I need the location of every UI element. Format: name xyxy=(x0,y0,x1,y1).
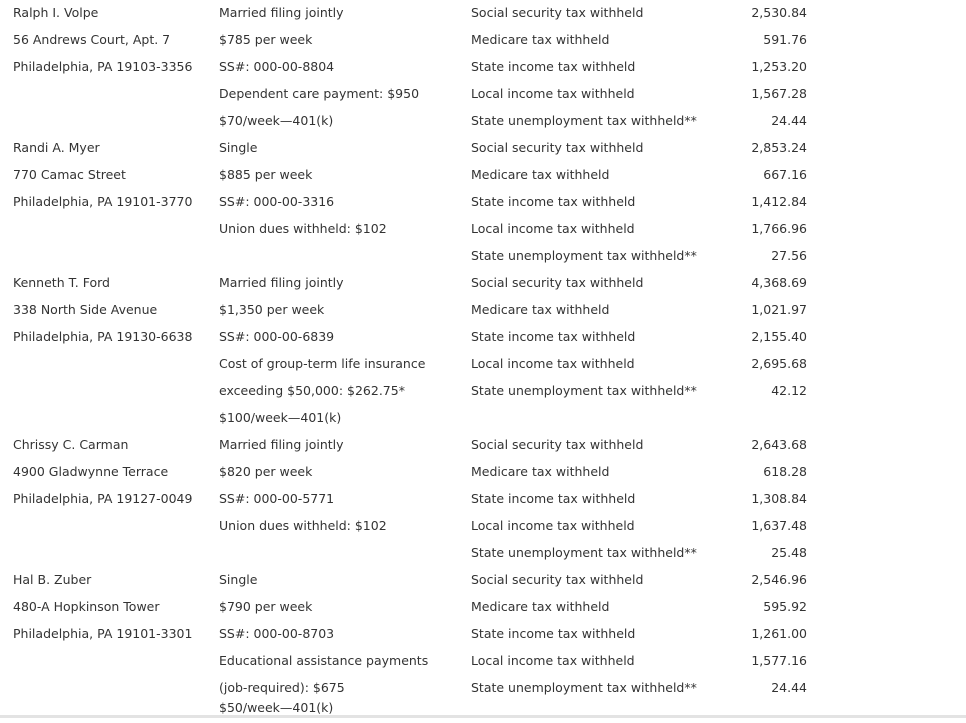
tax-amount: 2,695.68 xyxy=(751,356,807,371)
tax-amount: 27.56 xyxy=(771,248,807,263)
tax-label: Social security tax withheld xyxy=(471,275,644,290)
detail-note: Dependent care payment: $950 xyxy=(219,86,420,101)
tax-amount: 1,021.97 xyxy=(751,302,807,317)
filing-status: Single xyxy=(219,572,258,587)
tax-amount: 1,308.84 xyxy=(751,491,807,506)
tax-label: State income tax withheld xyxy=(471,329,636,344)
weekly-wage: $785 per week xyxy=(219,32,313,47)
detail-note: $50/week—401(k) xyxy=(219,700,334,715)
ssn: SS#: 000-00-5771 xyxy=(219,491,335,506)
employee-street: 770 Camac Street xyxy=(13,167,126,182)
tax-label: Local income tax withheld xyxy=(471,221,635,236)
tax-label: Medicare tax withheld xyxy=(471,599,610,614)
tax-amount: 25.48 xyxy=(771,545,807,560)
filing-status: Married filing jointly xyxy=(219,275,344,290)
employee-name: Hal B. Zuber xyxy=(13,572,92,587)
detail-note: Cost of group-term life insurance xyxy=(219,356,426,371)
tax-amount: 24.44 xyxy=(771,113,807,128)
tax-amount: 1,253.20 xyxy=(751,59,807,74)
detail-note: $70/week—401(k) xyxy=(219,113,334,128)
detail-note: (job-required): $675 xyxy=(219,680,345,695)
employee-street: 338 North Side Avenue xyxy=(13,302,158,317)
filing-status: Single xyxy=(219,140,258,155)
filing-status: Married filing jointly xyxy=(219,5,344,20)
tax-amount: 1,412.84 xyxy=(751,194,807,209)
detail-note: exceeding $50,000: $262.75* xyxy=(219,383,405,398)
filing-status: Married filing jointly xyxy=(219,437,344,452)
tax-amount: 2,530.84 xyxy=(751,5,807,20)
tax-label: Social security tax withheld xyxy=(471,140,644,155)
detail-note: $100/week—401(k) xyxy=(219,410,342,425)
tax-label: Local income tax withheld xyxy=(471,518,635,533)
tax-amount: 24.44 xyxy=(771,680,807,695)
weekly-wage: $885 per week xyxy=(219,167,313,182)
employee-street: 4900 Gladwynne Terrace xyxy=(13,464,169,479)
tax-amount: 667.16 xyxy=(763,167,807,182)
weekly-wage: $1,350 per week xyxy=(219,302,325,317)
employee-city: Philadelphia, PA 19130-6638 xyxy=(13,329,193,344)
tax-label: Local income tax withheld xyxy=(471,653,635,668)
employee-name: Randi A. Myer xyxy=(13,140,100,155)
employee-street: 480-A Hopkinson Tower xyxy=(13,599,160,614)
tax-amount: 42.12 xyxy=(771,383,807,398)
tax-amount: 2,155.40 xyxy=(751,329,807,344)
tax-amount: 2,546.96 xyxy=(751,572,807,587)
tax-label: Local income tax withheld xyxy=(471,86,635,101)
tax-label: State income tax withheld xyxy=(471,491,636,506)
tax-label: State unemployment tax withheld** xyxy=(471,383,697,398)
tax-label: State unemployment tax withheld** xyxy=(471,248,697,263)
tax-label: State unemployment tax withheld** xyxy=(471,545,697,560)
bottom-divider xyxy=(0,715,966,718)
employee-city: Philadelphia, PA 19101-3301 xyxy=(13,626,193,641)
detail-note: Educational assistance payments xyxy=(219,653,429,668)
ssn: SS#: 000-00-8703 xyxy=(219,626,335,641)
tax-label: Medicare tax withheld xyxy=(471,302,610,317)
employee-city: Philadelphia, PA 19103-3356 xyxy=(13,59,193,74)
tax-amount: 1,567.28 xyxy=(751,86,807,101)
employee-city: Philadelphia, PA 19127-0049 xyxy=(13,491,193,506)
tax-amount: 591.76 xyxy=(763,32,807,47)
detail-note: Union dues withheld: $102 xyxy=(219,518,387,533)
tax-label: Medicare tax withheld xyxy=(471,32,610,47)
tax-label: State unemployment tax withheld** xyxy=(471,680,697,695)
tax-label: State income tax withheld xyxy=(471,194,636,209)
weekly-wage: $790 per week xyxy=(219,599,313,614)
tax-amount: 1,577.16 xyxy=(751,653,807,668)
tax-label: Medicare tax withheld xyxy=(471,167,610,182)
tax-label: State unemployment tax withheld** xyxy=(471,113,697,128)
detail-note: Union dues withheld: $102 xyxy=(219,221,387,236)
employee-name: Ralph I. Volpe xyxy=(13,5,99,20)
tax-amount: 618.28 xyxy=(763,464,807,479)
tax-amount: 1,637.48 xyxy=(751,518,807,533)
employee-name: Chrissy C. Carman xyxy=(13,437,129,452)
tax-amount: 2,643.68 xyxy=(751,437,807,452)
tax-label: Social security tax withheld xyxy=(471,5,644,20)
tax-amount: 1,766.96 xyxy=(751,221,807,236)
employee-city: Philadelphia, PA 19101-3770 xyxy=(13,194,193,209)
ssn: SS#: 000-00-6839 xyxy=(219,329,335,344)
employee-name: Kenneth T. Ford xyxy=(13,275,110,290)
tax-amount: 4,368.69 xyxy=(751,275,807,290)
tax-label: State income tax withheld xyxy=(471,626,636,641)
ssn: SS#: 000-00-3316 xyxy=(219,194,335,209)
tax-amount: 1,261.00 xyxy=(751,626,807,641)
ssn: SS#: 000-00-8804 xyxy=(219,59,335,74)
tax-amount: 2,853.24 xyxy=(751,140,807,155)
weekly-wage: $820 per week xyxy=(219,464,313,479)
tax-label: Social security tax withheld xyxy=(471,437,644,452)
tax-label: Social security tax withheld xyxy=(471,572,644,587)
employee-street: 56 Andrews Court, Apt. 7 xyxy=(13,32,171,47)
tax-label: State income tax withheld xyxy=(471,59,636,74)
tax-label: Medicare tax withheld xyxy=(471,464,610,479)
tax-label: Local income tax withheld xyxy=(471,356,635,371)
tax-amount: 595.92 xyxy=(763,599,807,614)
